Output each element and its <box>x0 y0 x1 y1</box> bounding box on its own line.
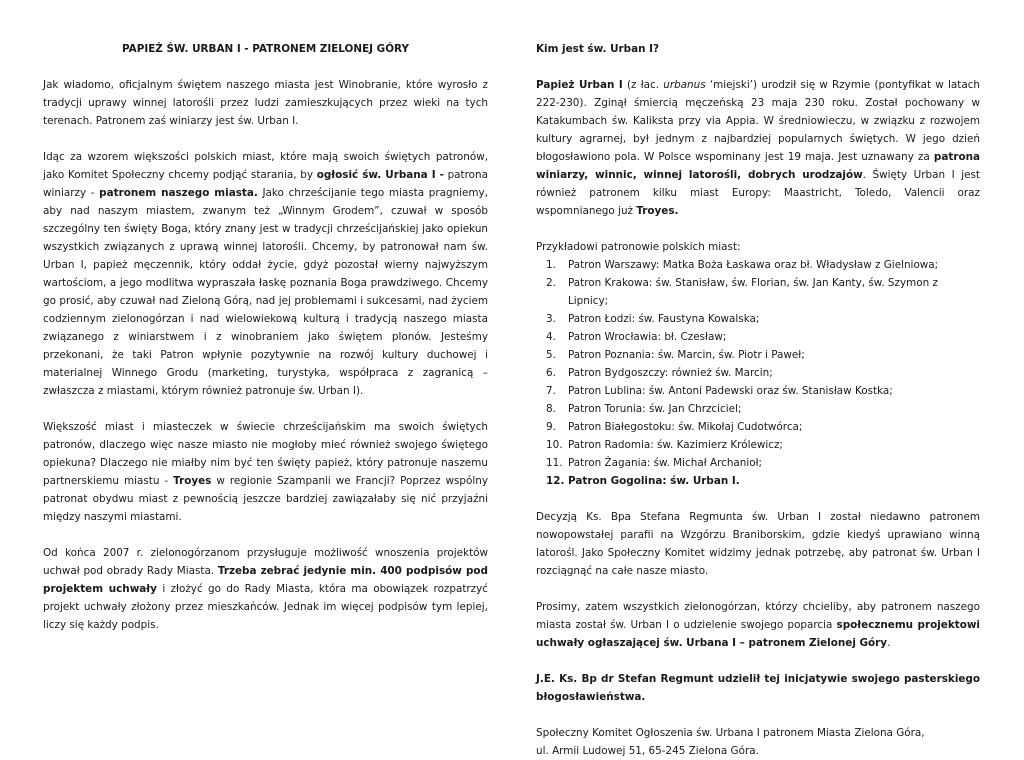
intro-paragraph: Jak wiadomo, oficjalnym świętem naszego miasta jest Winobranie, które wyrosło z tradycji uprawy winnej latorośli przez ludzi zamieszkujących przez wieki na tych terenach. Patronem zaś winiarzy jest św. Urban I. <box>43 79 488 127</box>
patrons-list <box>536 256 980 490</box>
text-span: w regionie Szampanii we Francji? Poprzez wspólny patronat obydwu miast z pewnością jeszcze bardziej zawiązałaby się nić przyjaźni między naszymi miastami. <box>43 475 488 523</box>
text-span: patrona winiarzy - <box>43 169 488 199</box>
text-span: Od końca 2007 r. zielonogórzanom przysługuje możliwość wnoszenia projektów uchwał pod obrady Rady Miasta. <box>43 547 488 577</box>
list-item <box>536 328 980 346</box>
list-item <box>536 346 980 364</box>
list-number: 3. <box>546 313 556 325</box>
list-number: 11. <box>546 457 563 469</box>
list-number: 12. <box>546 475 565 487</box>
bold-span: Papież Urban I <box>536 79 623 91</box>
bold-span: społecznemu projektowi uchwały ogłaszającej św. Urbana I – patronem Zielonej Góry <box>536 619 980 649</box>
right-column <box>536 40 980 760</box>
list-text: Patron Żagania: św. Michał Archanioł; <box>568 457 763 469</box>
italic-span: urbanus <box>663 79 706 91</box>
list-item <box>536 310 980 328</box>
troyes-paragraph <box>43 418 488 526</box>
list-number: 2. <box>546 277 556 289</box>
signature-line-1: Społeczny Komitet Ogłoszenia św. Urbana I patronem Miasta Zielona Góra, <box>536 727 925 739</box>
text-span: (z łac. <box>622 79 664 91</box>
list-intro: Przykładowi patronowie polskich miast: <box>536 241 741 253</box>
list-item <box>536 274 980 310</box>
list-text: Patron Poznania: św. Marcin, św. Piotr i Paweł; <box>568 349 805 361</box>
blessing-paragraph <box>536 670 980 706</box>
list-number: 9. <box>546 421 556 433</box>
list-text: Patron Lublina: św. Antoni Padewski oraz św. Stanisław Kostka; <box>568 385 893 397</box>
list-item <box>536 454 980 472</box>
text-span: . Święty Urban I jest również patronem kilku miast Europy: Maastricht, Toledo, Valencii oraz wspomnianego już <box>536 169 980 217</box>
list-number: 1. <box>546 259 556 271</box>
biography-paragraph <box>536 76 980 220</box>
bold-span: patrona winiarzy, winnic, winnej latorośli, dobrych urodzajów <box>536 151 980 181</box>
list-number: 8. <box>546 403 556 415</box>
document-title: PAPIEŻ ŚW. URBAN I - PATRONEM ZIELONEJ GÓRY <box>122 43 409 55</box>
list-item <box>536 382 980 400</box>
list-item-highlighted <box>536 472 980 490</box>
list-number: 4. <box>546 331 556 343</box>
text-span: Prosimy, zatem wszystkich zielonogórzan, którzy chcieliby, aby patronem naszego miasta został św. Urban I o udzielenie swojego poparcia <box>536 601 980 631</box>
text-span: . <box>887 637 891 649</box>
text-span: Idąc za wzorem większości polskich miast, które mają swoich świętych patronów, jako Komitet Społeczny chcemy podjąć starania, by <box>43 151 488 181</box>
list-text: Patron Bydgoszczy: również św. Marcin; <box>568 367 773 379</box>
list-number: 5. <box>546 349 556 361</box>
list-text: Patron Łodzi: św. Faustyna Kowalska; <box>568 313 760 325</box>
list-text: Patron Radomia: św. Kazimierz Królewicz; <box>568 439 783 451</box>
list-text: Patron Torunia: św. Jan Chrzciciel; <box>568 403 742 415</box>
list-text: Patron Wrocławia: bł. Czesław; <box>568 331 727 343</box>
signature-line-2: ul. Armii Ludowej 51, 65-245 Zielona Góra. <box>536 745 759 757</box>
text-span: Jako chrześcijanie tego miasta pragniemy, aby nad naszym miastem, zwanym też „Winnym Grodem”, czuwał w sposób szczególny ten święty Boga, który znany jest w tradycji chrześcijańskiej jako opiekun wszystkich związanych z uprawą winnej latorośli. Chcemy, by patronował nam św. Urban I, papież męczennik, który oddał życie, gdyż pozostał wierny najwyższym wartościom, a jego modlitwa wypraszała łaskę poznania Boga prawdziwego. Chcemy go prosić, aby czuwał nad Zieloną Górą, nad jej problemami i sukcesami, nad życiem codziennym zielonogórzan i nad wielowiekową kulturą i tradycją naszego miasta związanego z winiarstwem i z winobraniem jako świętem plonów. Jesteśmy przekonani, że taki Patron wpłynie pozytywnie na rozwój kultury duchowej i materialnej Winnego Grodu (marketing, turystyka, współpraca z zagranicą – zwłaszcza z miastami, którym również patronuje św. Urban I). <box>43 187 488 397</box>
bold-span: patronem naszego miasta. <box>99 187 258 199</box>
list-number: 7. <box>546 385 556 397</box>
list-item <box>536 436 980 454</box>
left-column <box>43 40 488 652</box>
bold-span: Troyes. <box>636 205 679 217</box>
list-item <box>536 364 980 382</box>
list-item <box>536 400 980 418</box>
signatures-paragraph <box>43 544 488 634</box>
bold-span: Trzeba zebrać jedynie min. 400 podpisów pod projektem uchwały <box>43 565 488 595</box>
appeal-paragraph <box>536 598 980 652</box>
proposal-paragraph <box>43 148 488 400</box>
list-text: Patron Białegostoku: św. Mikołaj Cudotwórca; <box>568 421 803 433</box>
list-number: 6. <box>546 367 556 379</box>
list-item <box>536 418 980 436</box>
parish-paragraph: Decyzją Ks. Bpa Stefana Regmunta św. Urban I został niedawno patronem nowopowstałej parafii na Wzgórzu Braniborskim, gdzie kiedyś uprawiano winną latorośl. Jako Społeczny Komitet widzimy jednak potrzebę, aby patronat św. Urban I rozciągnąć na całe nasze miasto. <box>536 511 980 577</box>
list-text: Patron Gogolina: św. Urban I. <box>568 475 740 487</box>
list-text: Patron Warszawy: Matka Boża Łaskawa oraz bł. Władysław z Gielniowa; <box>568 259 939 271</box>
list-text: Patron Krakowa: św. Stanisław, św. Florian, św. Jan Kanty, św. Szymon z Lipnicy; <box>568 277 938 307</box>
text-span: Większość miast i miasteczek w świecie chrześcijańskim ma swoich świętych patronów, dlaczego więc nasze miasto nie mogłoby mieć również swojego świętego opiekuna? Dlaczego nie miałby nim być ten święty papież, który patronuje naszemu partnerskiemu miastu - <box>43 421 488 487</box>
bold-span: Troyes <box>173 475 212 487</box>
list-item <box>536 256 980 274</box>
bold-span: J.E. Ks. Bp dr Stefan Regmunt udzielił tej inicjatywie swojego pasterskiego błogosławieństwa. <box>536 673 980 703</box>
bold-span: ogłosić św. Urbana I - <box>316 169 444 181</box>
list-number: 10. <box>546 439 563 451</box>
text-span: ‘miejski’) urodził się w Rzymie (pontyfikat w latach 222-230). Zginął śmiercią męczeńską 23 maja 230 roku. Został pochowany w Katakumbach św. Kaliksta przy via Appia. W średniowieczu, w związku z rozwojem kultury agrarnej, był jednym z najbardziej popularnych świętych. W jego dzień błogosławiono pola. W Polsce wspominany jest 19 maja. Jest uznawany za <box>536 79 980 163</box>
text-span: i złożyć go do Rady Miasta, która ma obowiązek rozpatrzyć projekt uchwały złożony przez mieszkańców. Jednak im więcej podpisów tym lepiej, liczy się każdy podpis. <box>43 583 488 631</box>
section-heading: Kim jest św. Urban I? <box>536 43 660 55</box>
